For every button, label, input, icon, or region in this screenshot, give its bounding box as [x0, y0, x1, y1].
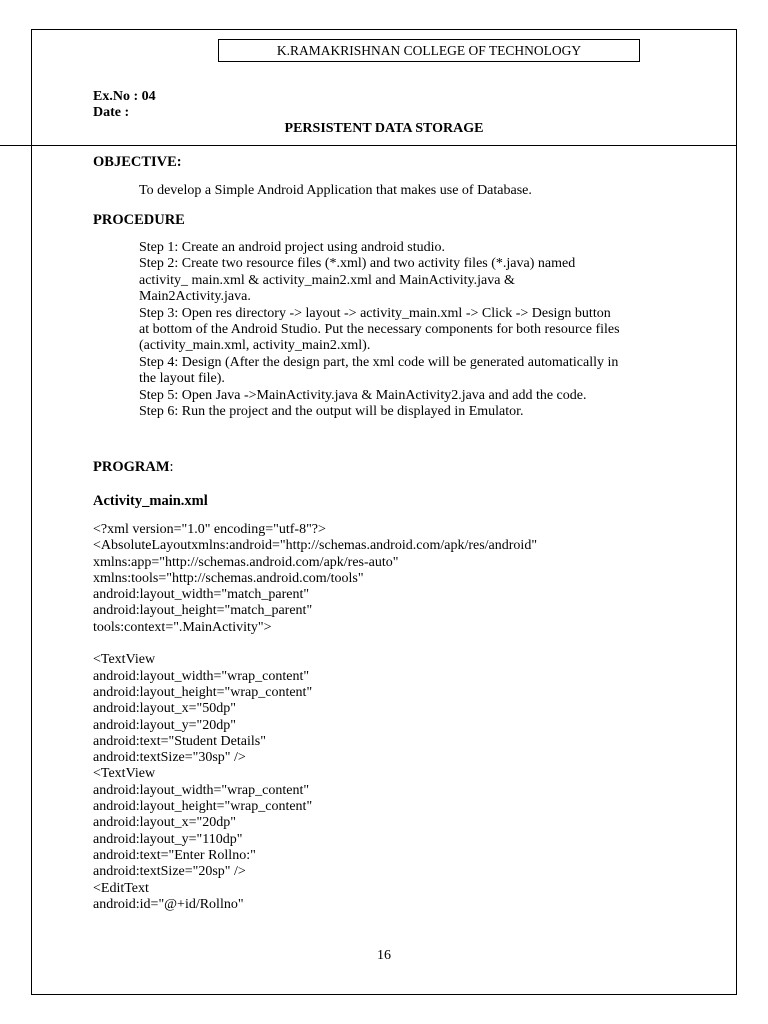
college-name-box: K.RAMAKRISHNAN COLLEGE OF TECHNOLOGY	[218, 39, 640, 62]
code-listing	[93, 522, 653, 913]
code-line	[93, 636, 653, 652]
code-line: <TextView	[93, 766, 156, 782]
code-line: android:layout_height="wrap_content"	[93, 799, 313, 815]
procedure-line: Main2Activity.java.	[139, 289, 251, 305]
code-line: android:layout_height="match_parent"	[93, 603, 313, 619]
code-line: android:layout_x="20dp"	[93, 815, 236, 831]
code-line: android:layout_x="50dp"	[93, 701, 236, 717]
procedure-line: activity_ main.xml & activity_main2.xml and MainActivity.java &	[139, 272, 515, 288]
procedure-steps	[139, 240, 684, 420]
code-line: android:layout_width="wrap_content"	[93, 668, 310, 684]
program-heading-text: PROGRAM	[93, 459, 170, 475]
code-line: xmlns:tools="http://schemas.android.com/tools"	[93, 570, 364, 586]
code-line: android:layout_width="match_parent"	[93, 587, 310, 603]
objective-text: To develop a Simple Android Application that makes use of Database.	[139, 183, 532, 198]
procedure-line: Step 3: Open res directory -> layout -> activity_main.xml -> Click -> Design button	[139, 305, 611, 321]
procedure-line: Step 4: Design (After the design part, the xml code will be generated automatically in	[139, 354, 619, 370]
code-line: <AbsoluteLayoutxmlns:android="http://schemas.android.com/apk/res/android"	[93, 538, 538, 554]
procedure-line: Step 5: Open Java ->MainActivity.java & MainActivity2.java and add the code.	[139, 387, 587, 403]
code-line: android:textSize="30sp" />	[93, 750, 246, 766]
code-line: tools:context=".MainActivity">	[93, 619, 272, 635]
code-line: <?xml version="1.0" encoding="utf-8"?>	[93, 522, 326, 537]
code-line: android:id="@+id/Rollno"	[93, 896, 244, 912]
code-line: <EditText	[93, 880, 149, 896]
procedure-line: the layout file).	[139, 371, 225, 387]
procedure-line: (activity_main.xml, activity_main2.xml).	[139, 338, 371, 354]
code-line: android:text="Enter Rollno:"	[93, 847, 256, 863]
exercise-date: Date :	[93, 105, 130, 120]
code-line: <TextView	[93, 652, 156, 668]
program-heading	[93, 459, 174, 476]
code-line: android:layout_width="wrap_content"	[93, 782, 310, 798]
code-line: xmlns:app="http://schemas.android.com/apk/res-auto"	[93, 554, 399, 570]
code-line: android:textSize="20sp" />	[93, 864, 246, 880]
page-number: 16	[377, 948, 391, 963]
file-heading: Activity_main.xml	[93, 493, 208, 509]
procedure-line: Step 6: Run the project and the output will be displayed in Emulator.	[139, 404, 524, 420]
code-line: android:layout_height="wrap_content"	[93, 684, 313, 700]
exercise-number: Ex.No : 04	[93, 89, 156, 104]
procedure-heading: PROCEDURE	[93, 212, 185, 228]
procedure-line: at bottom of the Android Studio. Put the necessary components for both resource files	[139, 322, 620, 338]
procedure-line: Step 1: Create an android project using android studio.	[139, 240, 445, 255]
code-line: android:layout_y="20dp"	[93, 717, 236, 733]
document-title: PERSISTENT DATA STORAGE	[284, 121, 484, 136]
program-heading-colon: :	[169, 459, 174, 475]
procedure-line: Step 2: Create two resource files (*.xml) and two activity files (*.java) named	[139, 256, 576, 272]
code-line: android:text="Student Details"	[93, 733, 266, 749]
code-line: android:layout_y="110dp"	[93, 831, 243, 847]
objective-heading: OBJECTIVE:	[93, 154, 182, 170]
header-divider	[0, 145, 737, 146]
